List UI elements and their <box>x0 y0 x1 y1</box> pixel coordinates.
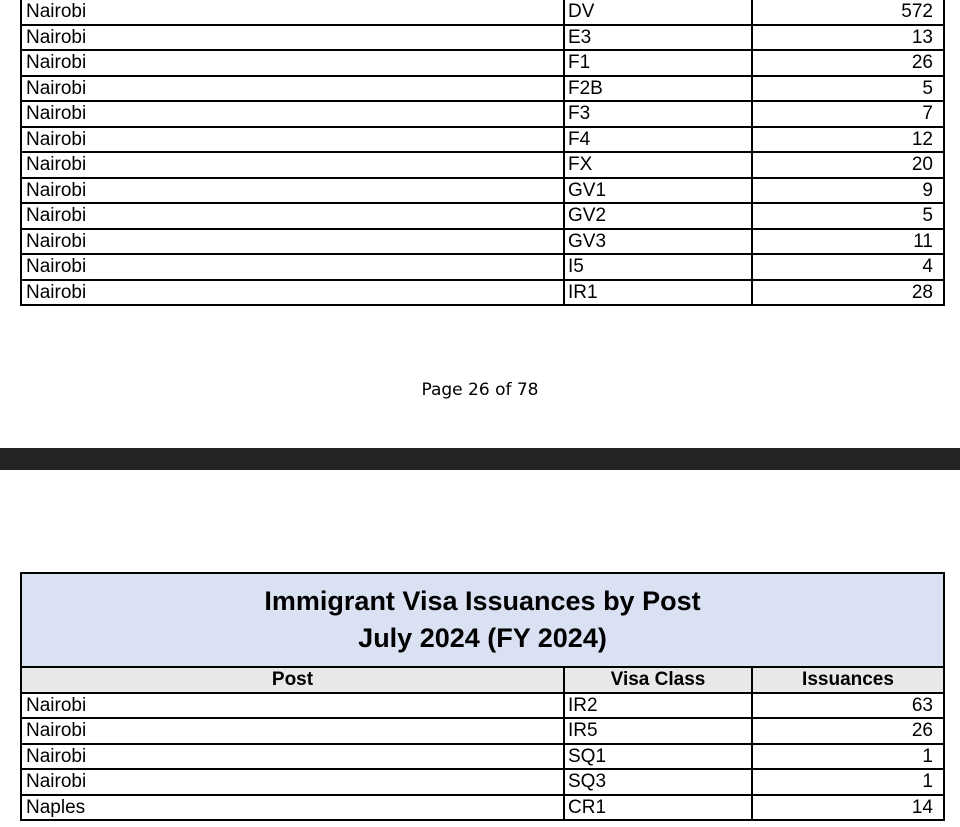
cell-issuances: 9 <box>752 178 944 204</box>
cell-visa-class: E3 <box>564 25 752 51</box>
table-row <box>21 76 944 102</box>
column-header-visa-class: Visa Class <box>564 667 752 693</box>
cell-visa-class: F1 <box>564 50 752 76</box>
table-row <box>21 280 944 306</box>
cell-post: Nairobi <box>21 152 564 178</box>
table-row <box>21 693 944 719</box>
table-row <box>21 744 944 770</box>
table-row <box>21 25 944 51</box>
cell-visa-class: SQ1 <box>564 744 752 770</box>
issuances-table-body <box>21 693 944 821</box>
cell-issuances: 20 <box>752 152 944 178</box>
table-header-row <box>21 667 944 693</box>
table-row <box>21 229 944 255</box>
cell-issuances: 26 <box>752 50 944 76</box>
cell-visa-class: FX <box>564 152 752 178</box>
document-page-27 <box>0 470 960 827</box>
cell-visa-class: GV2 <box>564 203 752 229</box>
cell-visa-class: GV1 <box>564 178 752 204</box>
cell-post: Nairobi <box>21 280 564 306</box>
cell-post: Nairobi <box>21 718 564 744</box>
table-row <box>21 152 944 178</box>
cell-issuances: 7 <box>752 101 944 127</box>
cell-issuances: 13 <box>752 25 944 51</box>
table-row <box>21 718 944 744</box>
cell-issuances: 4 <box>752 254 944 280</box>
table-row <box>21 254 944 280</box>
cell-issuances: 572 <box>752 0 944 25</box>
cell-visa-class: IR1 <box>564 280 752 306</box>
cell-visa-class: IR5 <box>564 718 752 744</box>
cell-issuances: 26 <box>752 718 944 744</box>
issuances-table <box>20 0 945 306</box>
cell-visa-class: GV3 <box>564 229 752 255</box>
column-header-post: Post <box>21 667 564 693</box>
cell-post: Nairobi <box>21 0 564 25</box>
table-row <box>21 0 944 25</box>
cell-visa-class: I5 <box>564 254 752 280</box>
cell-post: Nairobi <box>21 203 564 229</box>
cell-visa-class: DV <box>564 0 752 25</box>
cell-post: Nairobi <box>21 50 564 76</box>
cell-post: Nairobi <box>21 25 564 51</box>
cell-issuances: 5 <box>752 203 944 229</box>
table-row <box>21 101 944 127</box>
cell-post: Nairobi <box>21 76 564 102</box>
cell-visa-class: F2B <box>564 76 752 102</box>
table-row <box>21 178 944 204</box>
cell-post: Nairobi <box>21 769 564 795</box>
table-row <box>21 50 944 76</box>
cell-issuances: 63 <box>752 693 944 719</box>
issuances-table <box>20 572 945 821</box>
cell-post: Nairobi <box>21 693 564 719</box>
table-title <box>21 573 944 667</box>
page-number: Page 26 of 78 <box>421 380 539 400</box>
table-row <box>21 795 944 821</box>
column-header-issuances: Issuances <box>752 667 944 693</box>
cell-issuances: 5 <box>752 76 944 102</box>
cell-issuances: 12 <box>752 127 944 153</box>
table-title-line2: July 2024 (FY 2024) <box>358 623 607 653</box>
cell-post: Naples <box>21 795 564 821</box>
cell-post: Nairobi <box>21 229 564 255</box>
cell-visa-class: IR2 <box>564 693 752 719</box>
table-row <box>21 769 944 795</box>
cell-post: Nairobi <box>21 178 564 204</box>
cell-issuances: 14 <box>752 795 944 821</box>
cell-issuances: 1 <box>752 769 944 795</box>
cell-post: Nairobi <box>21 127 564 153</box>
cell-visa-class: F3 <box>564 101 752 127</box>
page-separator <box>0 448 960 470</box>
cell-post: Nairobi <box>21 744 564 770</box>
cell-issuances: 28 <box>752 280 944 306</box>
cell-visa-class: CR1 <box>564 795 752 821</box>
cell-visa-class: F4 <box>564 127 752 153</box>
cell-visa-class: SQ3 <box>564 769 752 795</box>
cell-issuances: 11 <box>752 229 944 255</box>
cell-post: Nairobi <box>21 254 564 280</box>
cell-issuances: 1 <box>752 744 944 770</box>
table-row <box>21 127 944 153</box>
issuances-table-body <box>21 0 944 305</box>
table-title-line1: Immigrant Visa Issuances by Post <box>264 586 701 616</box>
table-row <box>21 203 944 229</box>
cell-post: Nairobi <box>21 101 564 127</box>
